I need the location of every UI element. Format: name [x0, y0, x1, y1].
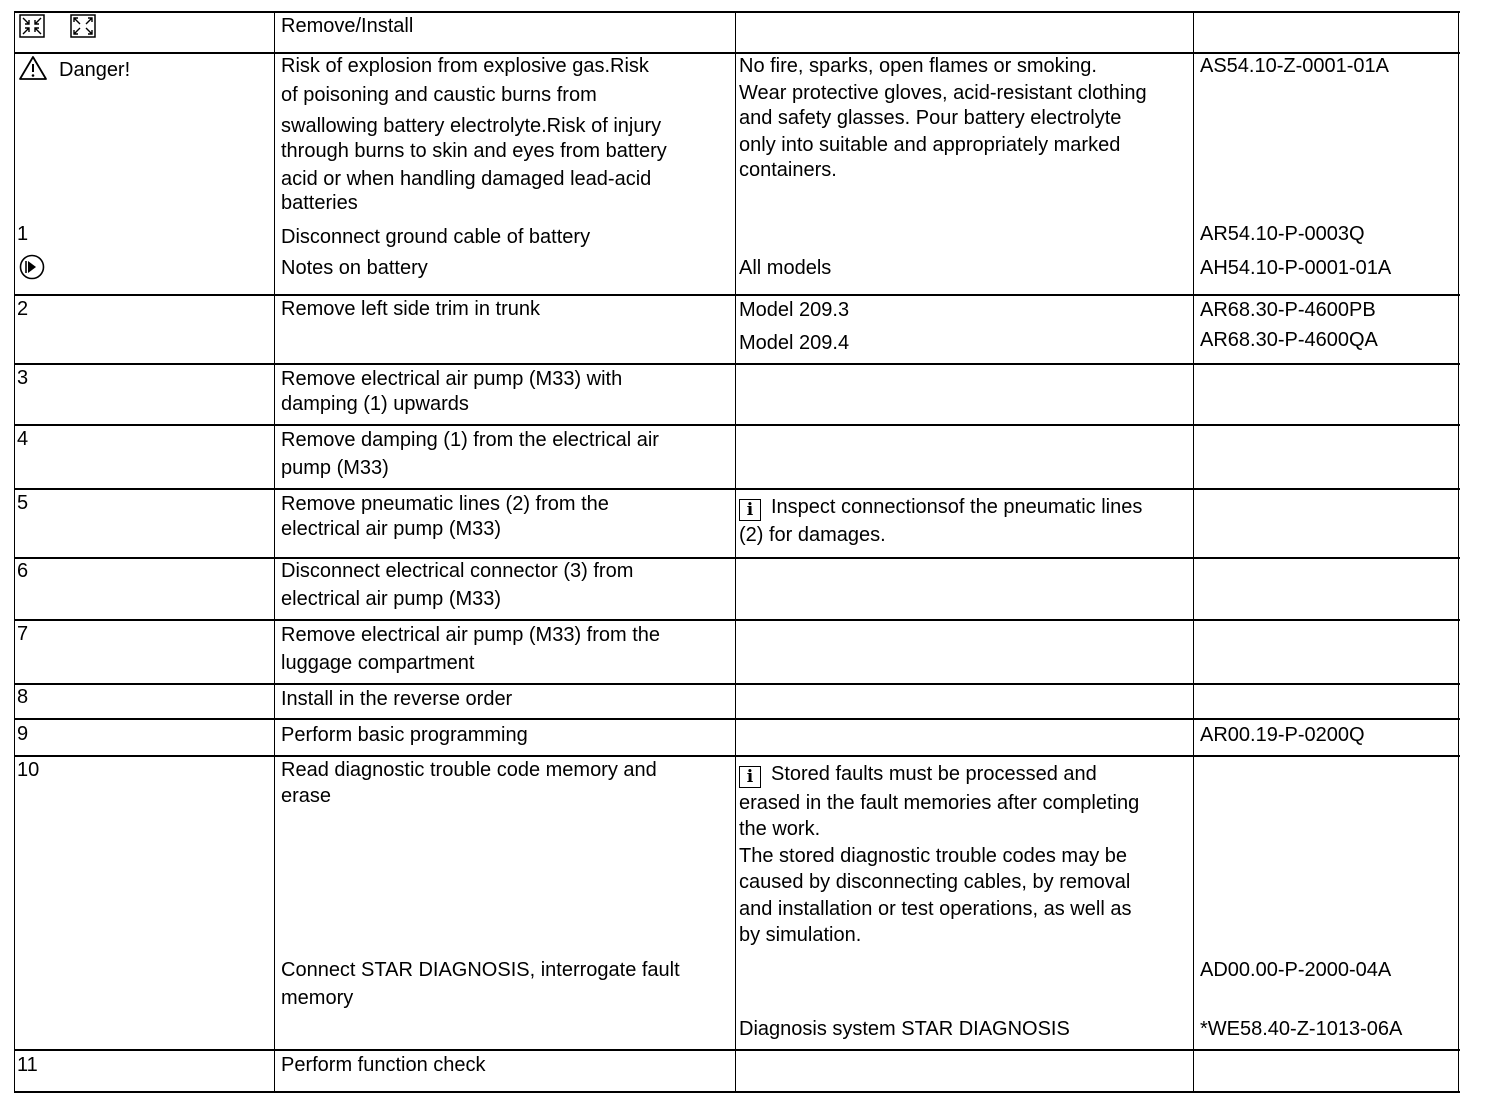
step-1-number: 1 — [17, 223, 29, 245]
step-1-ref-link[interactable]: AR54.10-P-0003Q — [1200, 223, 1365, 245]
step-10-system: Diagnosis system STAR DIAGNOSIS — [739, 1018, 1070, 1040]
danger-label: Danger! — [59, 59, 131, 81]
step-5-number: 5 — [17, 492, 29, 514]
notes-ref-link[interactable]: AH54.10-P-0001-01A — [1200, 257, 1392, 279]
install-icon — [70, 14, 96, 38]
step-1-text: Disconnect ground cable of battery — [281, 226, 591, 248]
step-2-ref-a-link[interactable]: AR68.30-P-4600PB — [1200, 299, 1376, 321]
notes-text: Notes on battery — [281, 257, 428, 279]
step-2-text: Remove left side trim in trunk — [281, 298, 540, 320]
info-icon: i — [739, 499, 761, 521]
step-10-connect-ref-link[interactable]: AD00.00-P-2000-04A — [1200, 959, 1392, 981]
step-11-text: Perform function check — [281, 1054, 486, 1076]
step-9-number: 9 — [17, 723, 29, 745]
step-7-number: 7 — [17, 623, 29, 645]
step-2-number: 2 — [17, 298, 29, 320]
step-8-number: 8 — [17, 686, 29, 708]
header-title: Remove/Install — [281, 15, 414, 37]
step-8-text: Install in the reverse order — [281, 688, 513, 710]
step-10-number: 10 — [17, 759, 40, 781]
step-11-number: 11 — [17, 1054, 38, 1076]
step-2-model-b: Model 209.4 — [739, 332, 850, 354]
step-9-ref-link[interactable]: AR00.19-P-0200Q — [1200, 724, 1365, 746]
danger-ref-link[interactable]: AS54.10-Z-0001-01A — [1200, 55, 1390, 77]
step-6-number: 6 — [17, 560, 29, 582]
notes-models: All models — [739, 257, 832, 279]
step-2-ref-b-link[interactable]: AR68.30-P-4600QA — [1200, 329, 1378, 351]
remove-icon — [19, 14, 45, 38]
info-icon: i — [739, 766, 761, 788]
note-icon — [18, 254, 46, 280]
step-2-model-a: Model 209.3 — [739, 299, 850, 321]
step-10-system-ref-link[interactable]: *WE58.40-Z-1013-06A — [1200, 1018, 1403, 1040]
step-4-number: 4 — [17, 428, 29, 450]
procedure-table: Remove/Install Danger! Risk of explosion from explosive gas.Risk of poisoning and caustic burns from swallowing battery electrolyte.Risk of injury through burns to skin and eyes from battery acid or when handling damaged lead-acid batteries No fire, sparks, open flames or smoking. Wear protective gloves, acid-resistant clothing and safety glasses. Pour battery electrolyte only into suitable and appropriately marked containers. AS54.10-Z-0001-01A 1 Disconnect ground cable of battery AR54.10-P-0003Q Notes on battery All models AH54.10-P-0001-01A 2 Remove left side trim in trunk Model 209.3 AR68.30-P-4600PB Model 209.4 AR68.30-P-4600QA 3 Remove electrical air pump (M33) with damping (1) upwards 4 Remove damping (1) from the electrical air pump (M33) 5 Remove pneumatic lines (2) from the electrical air pump (M33) i Inspect connectionsof the pneumatic lines (2) for damages. 6 Disconnect electrical connector (3) from electrical air pump (M33) 7 Remove electrical air pump (M33) from the luggage compartment 8 Install in the reverse order 9 Perform basic programming AR00.19-P-0200Q 10 Read diagnostic trouble code memory and erase i Stored faults must be processed and erased in the fault memories after completing the work. The stored diagnostic trouble codes may be caused by disconnecting cables, by removal and installation or test operations, as well as by simulation. Connect STAR DIAGNOSIS, interrogate fault memory AD00.00-P-2000-04A Diagnosis system STAR DIAGNOSIS *WE58.40-Z-1013-06A 11 Perform function check — [14, 11, 1460, 1093]
step-3-number: 3 — [17, 367, 29, 389]
step-9-text: Perform basic programming — [281, 724, 528, 746]
warning-icon — [18, 55, 48, 81]
